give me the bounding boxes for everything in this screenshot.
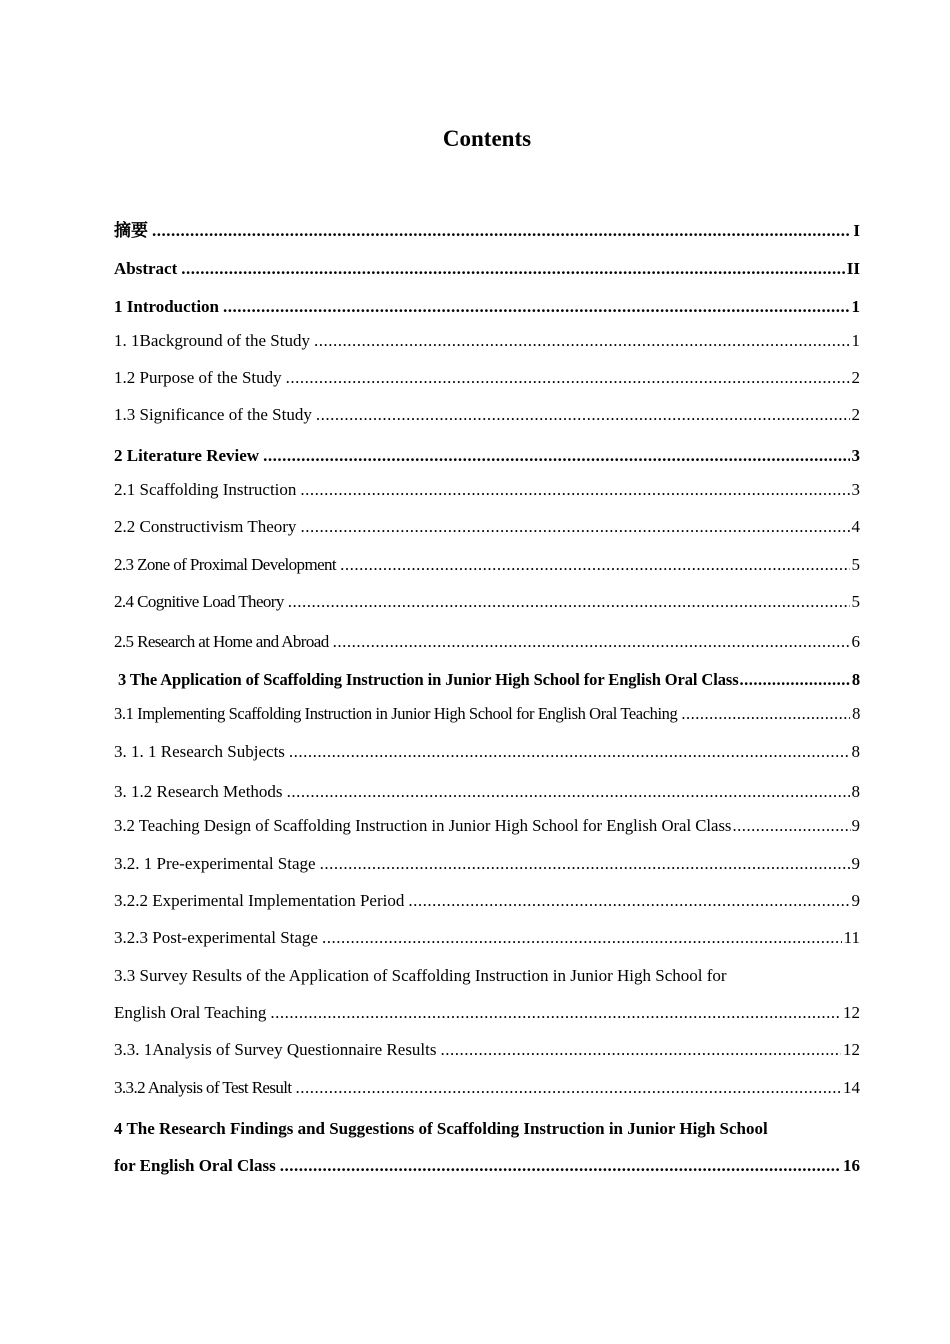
- toc-entry-literature-review[interactable]: [114, 444, 860, 468]
- toc-entry-2-4[interactable]: [114, 590, 860, 614]
- toc-entry-label: 3 The Application of Scaffolding Instruction in Junior High School for English Oral Class: [118, 670, 739, 689]
- toc-page-number: 2: [851, 368, 860, 387]
- toc-entry-label: 1.2 Purpose of the Study: [114, 368, 282, 387]
- toc-entry-3-2[interactable]: [114, 814, 860, 838]
- toc-entry-label: 3. 1. 1 Research Subjects: [114, 742, 285, 761]
- toc-page-number: 9: [851, 854, 860, 873]
- toc-page-number: I: [853, 221, 860, 240]
- toc-entry-2-2[interactable]: [114, 515, 860, 539]
- toc-entry-label: 2.2 Constructivism Theory: [114, 517, 297, 536]
- toc-entry-abstract[interactable]: [114, 257, 860, 281]
- toc-entry-introduction[interactable]: [114, 295, 860, 319]
- toc-entry-label: 3.2 Teaching Design of Scaffolding Instruction in Junior High School for English Oral Class: [114, 816, 732, 835]
- toc-entry-2-5[interactable]: [114, 630, 860, 654]
- toc-entry-3-2-1[interactable]: [114, 852, 860, 876]
- toc-entry-3-1[interactable]: [114, 702, 860, 726]
- toc-entry-3-1-1[interactable]: [114, 740, 860, 764]
- toc-entry-3-1-2[interactable]: [114, 780, 860, 804]
- toc-entry-3-2-3[interactable]: [114, 926, 860, 950]
- toc-entry-label: 3. 1.2 Research Methods: [114, 782, 283, 801]
- toc-page-number: 8: [851, 782, 860, 801]
- toc-entry-label: 3.1 Implementing Scaffolding Instruction in Junior High School for English Oral Teaching: [114, 704, 678, 723]
- toc-entry-label: English Oral Teaching: [114, 1003, 267, 1022]
- toc-entry-2-3[interactable]: [114, 553, 860, 577]
- toc-page-number: 8: [851, 742, 860, 761]
- toc-page-number: 8: [852, 704, 860, 723]
- toc-entry-1-2[interactable]: [114, 366, 860, 390]
- toc-page-number: 1: [851, 297, 860, 316]
- toc-entry-label: 3.2.2 Experimental Implementation Period: [114, 891, 405, 910]
- toc-entry-label: 3.3.2 Analysis of Test Result: [114, 1078, 292, 1097]
- toc-entry-3-3-line2[interactable]: [114, 1001, 860, 1025]
- toc-page-number: 9: [851, 816, 860, 835]
- toc-entry-label: 1. 1Background of the Study: [114, 331, 310, 350]
- toc-entry-2-1[interactable]: [114, 478, 860, 502]
- toc-entry-3-3-line1[interactable]: 3.3 Survey Results of the Application of Scaffolding Instruction in Junior High School for: [114, 966, 727, 985]
- toc-entry-1-1[interactable]: [114, 329, 860, 353]
- toc-page-number: 14: [843, 1078, 860, 1097]
- page-title: Contents: [442, 126, 532, 151]
- toc-entry-label: 2.4 Cognitive Load Theory: [114, 592, 284, 611]
- toc-entry-chapter-4-line2[interactable]: [114, 1154, 860, 1178]
- toc-entry-3-3-1[interactable]: [114, 1038, 860, 1062]
- toc-page-number: 12: [843, 1003, 860, 1022]
- toc-entry-label: 2.3 Zone of Proximal Development: [114, 555, 337, 574]
- toc-page-number: 11: [843, 928, 860, 947]
- toc-entry-label: 2.1 Scaffolding Instruction: [114, 480, 297, 499]
- toc-page-number: 3: [851, 480, 860, 499]
- toc-entry-label: 1.3 Significance of the Study: [114, 405, 312, 424]
- toc-entry-3-3-2[interactable]: [114, 1076, 860, 1100]
- toc-page-number: 2: [851, 405, 860, 424]
- toc-page-number: 4: [851, 517, 860, 536]
- toc-page-number: 1: [851, 331, 860, 350]
- toc-page-number: 6: [851, 632, 860, 651]
- toc-entry-label: for English Oral Class: [114, 1156, 276, 1175]
- toc-page-number: 5: [851, 555, 860, 574]
- toc-page-number: 5: [851, 592, 860, 611]
- toc-entry-chapter-4-line1[interactable]: 4 The Research Findings and Suggestions of Scaffolding Instruction in Junior High School: [114, 1119, 768, 1138]
- toc-page-number: 12: [843, 1040, 860, 1059]
- toc-entry-label: 2.5 Research at Home and Abroad: [114, 632, 329, 651]
- toc-entry-label: 摘要: [114, 221, 148, 240]
- toc-entry-label: 3.2. 1 Pre-experimental Stage: [114, 854, 316, 873]
- toc-entry-label: 1 Introduction: [114, 297, 220, 316]
- toc-entry-label: Abstract: [114, 259, 178, 278]
- toc-page-number: 8: [851, 670, 860, 689]
- toc-entry-1-3[interactable]: [114, 403, 860, 427]
- toc-entry-label: 2 Literature Review: [114, 446, 260, 465]
- toc-page-number: 3: [851, 446, 860, 465]
- toc-page-number: II: [846, 259, 860, 278]
- toc-entry-label: 3.2.3 Post-experimental Stage: [114, 928, 318, 947]
- toc-page-number: 16: [843, 1156, 860, 1175]
- toc-entry-3-2-2[interactable]: [114, 889, 860, 913]
- toc-entry-chapter-3[interactable]: [118, 668, 860, 692]
- toc-entry-label: 3.3. 1Analysis of Survey Questionnaire Results: [114, 1040, 437, 1059]
- toc-entry-zhaiyao[interactable]: [114, 219, 860, 243]
- toc-page-number: 9: [851, 891, 860, 910]
